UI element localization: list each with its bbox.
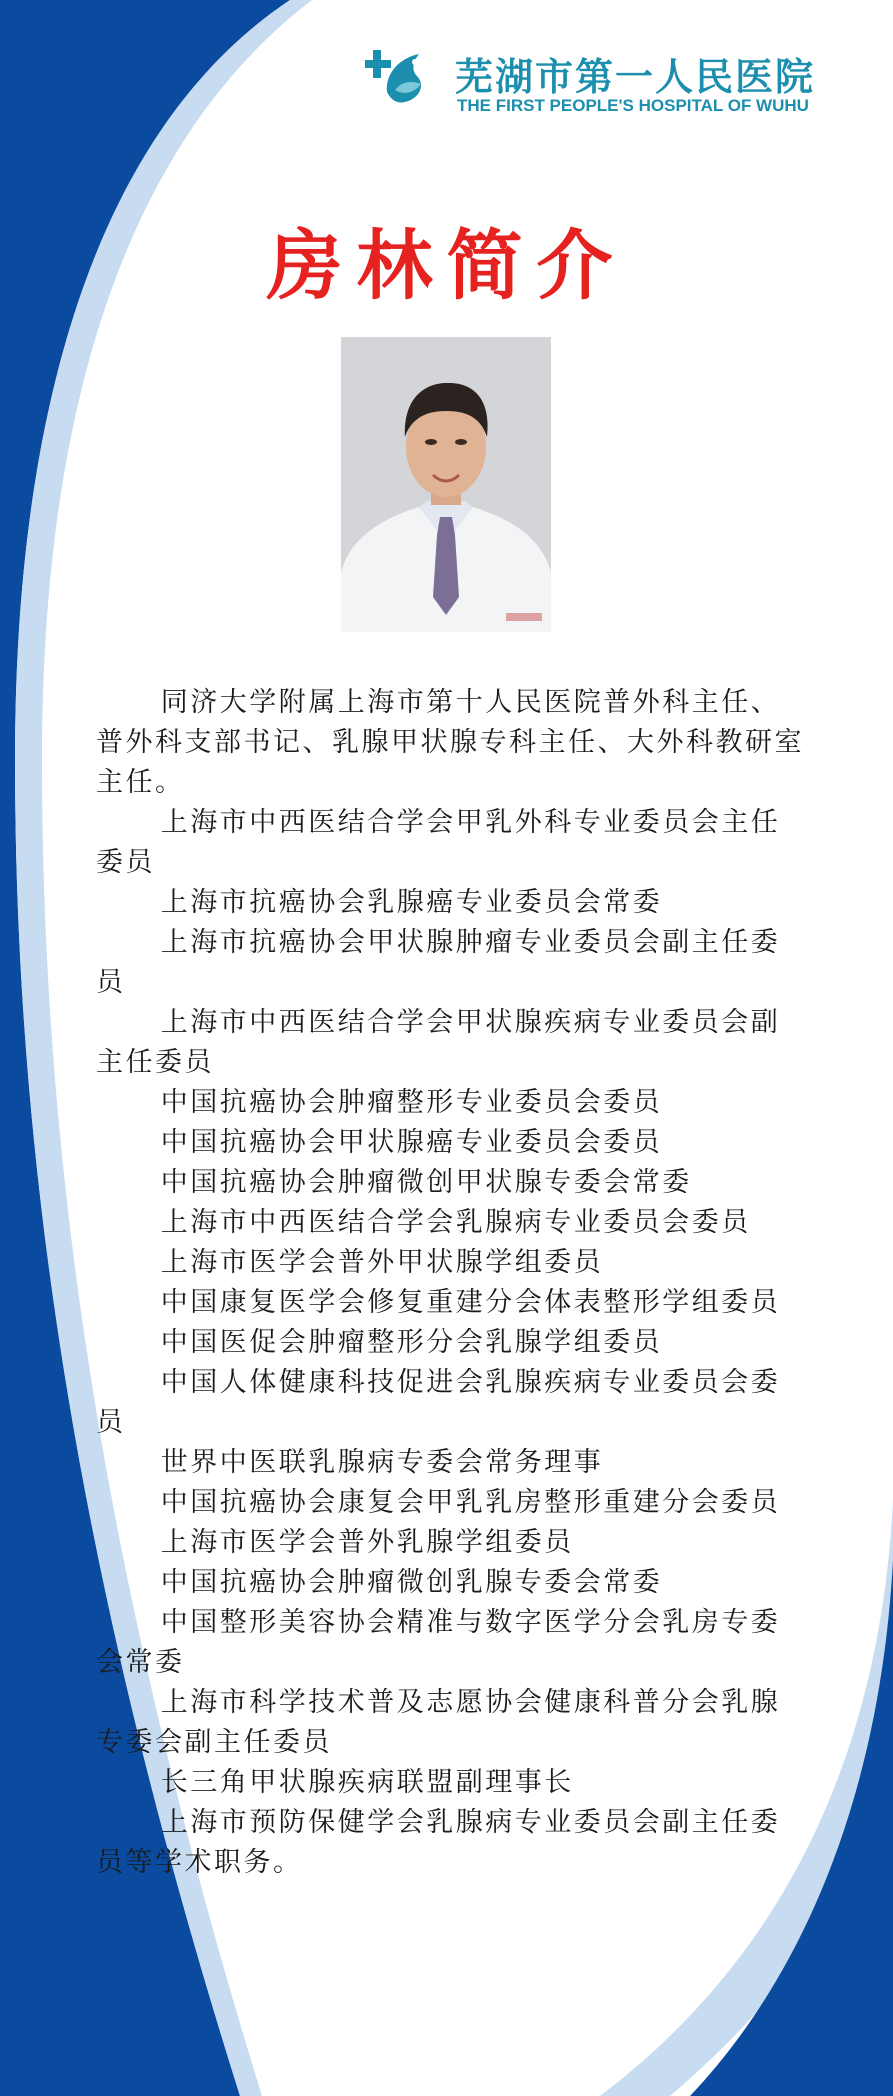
bio-line: 上海市中西医结合学会甲状腺疾病专业委员会副主任委员 [96, 1007, 781, 1078]
bio-line: 同济大学附属上海市第十人民医院普外科主任、普外科支部书记、乳腺甲状腺专科主任、大外科教研室主任。 [96, 687, 804, 798]
bio-line: 上海市中西医结合学会乳腺病专业委员会委员 [160, 1207, 751, 1238]
bio-line: 上海市预防保健学会乳腺病专业委员会副主任委员等学术职务。 [96, 1807, 781, 1878]
bio-line: 世界中医联乳腺病专委会常务理事 [160, 1447, 604, 1478]
bio-line: 长三角甲状腺疾病联盟副理事长 [160, 1767, 574, 1798]
hospital-name-cn: 芜湖市第一人民医院 [455, 54, 816, 99]
bio-line: 上海市抗癌协会甲状腺肿瘤专业委员会副主任委员 [96, 927, 781, 998]
bio-line: 中国抗癌协会甲状腺癌专业委员会委员 [160, 1127, 663, 1158]
page-title: 房林简介 [266, 221, 627, 310]
bio-line: 中国抗癌协会肿瘤整形专业委员会委员 [160, 1087, 663, 1118]
biography-text [96, 683, 806, 1883]
portrait-illustration [341, 337, 551, 632]
hospital-dove-logo-icon [365, 40, 437, 112]
bio-line: 上海市中西医结合学会甲乳外科专业委员会主任委员 [96, 807, 781, 878]
bio-line: 中国康复医学会修复重建分会体表整形学组委员 [160, 1287, 781, 1318]
bio-line: 上海市抗癌协会乳腺癌专业委员会常委 [160, 887, 663, 918]
bio-line: 上海市医学会普外甲状腺学组委员 [160, 1247, 604, 1278]
doctor-portrait-photo [341, 337, 551, 632]
hospital-header [365, 40, 825, 120]
hospital-name-en: THE FIRST PEOPLE'S HOSPITAL OF WUHU [457, 96, 809, 115]
bio-line: 上海市科学技术普及志愿协会健康科普分会乳腺专委会副主任委员 [96, 1687, 781, 1758]
bio-line: 中国人体健康科技促进会乳腺疾病专业委员会委员 [96, 1367, 781, 1438]
bio-line: 中国医促会肿瘤整形分会乳腺学组委员 [160, 1327, 663, 1358]
bio-line: 中国整形美容协会精准与数字医学分会乳房专委会常委 [96, 1607, 781, 1678]
bio-line: 中国抗癌协会康复会甲乳乳房整形重建分会委员 [160, 1487, 781, 1518]
bio-line: 中国抗癌协会肿瘤微创乳腺专委会常委 [160, 1567, 663, 1598]
bio-line: 上海市医学会普外乳腺学组委员 [160, 1527, 574, 1558]
bio-line: 中国抗癌协会肿瘤微创甲状腺专委会常委 [160, 1167, 692, 1198]
